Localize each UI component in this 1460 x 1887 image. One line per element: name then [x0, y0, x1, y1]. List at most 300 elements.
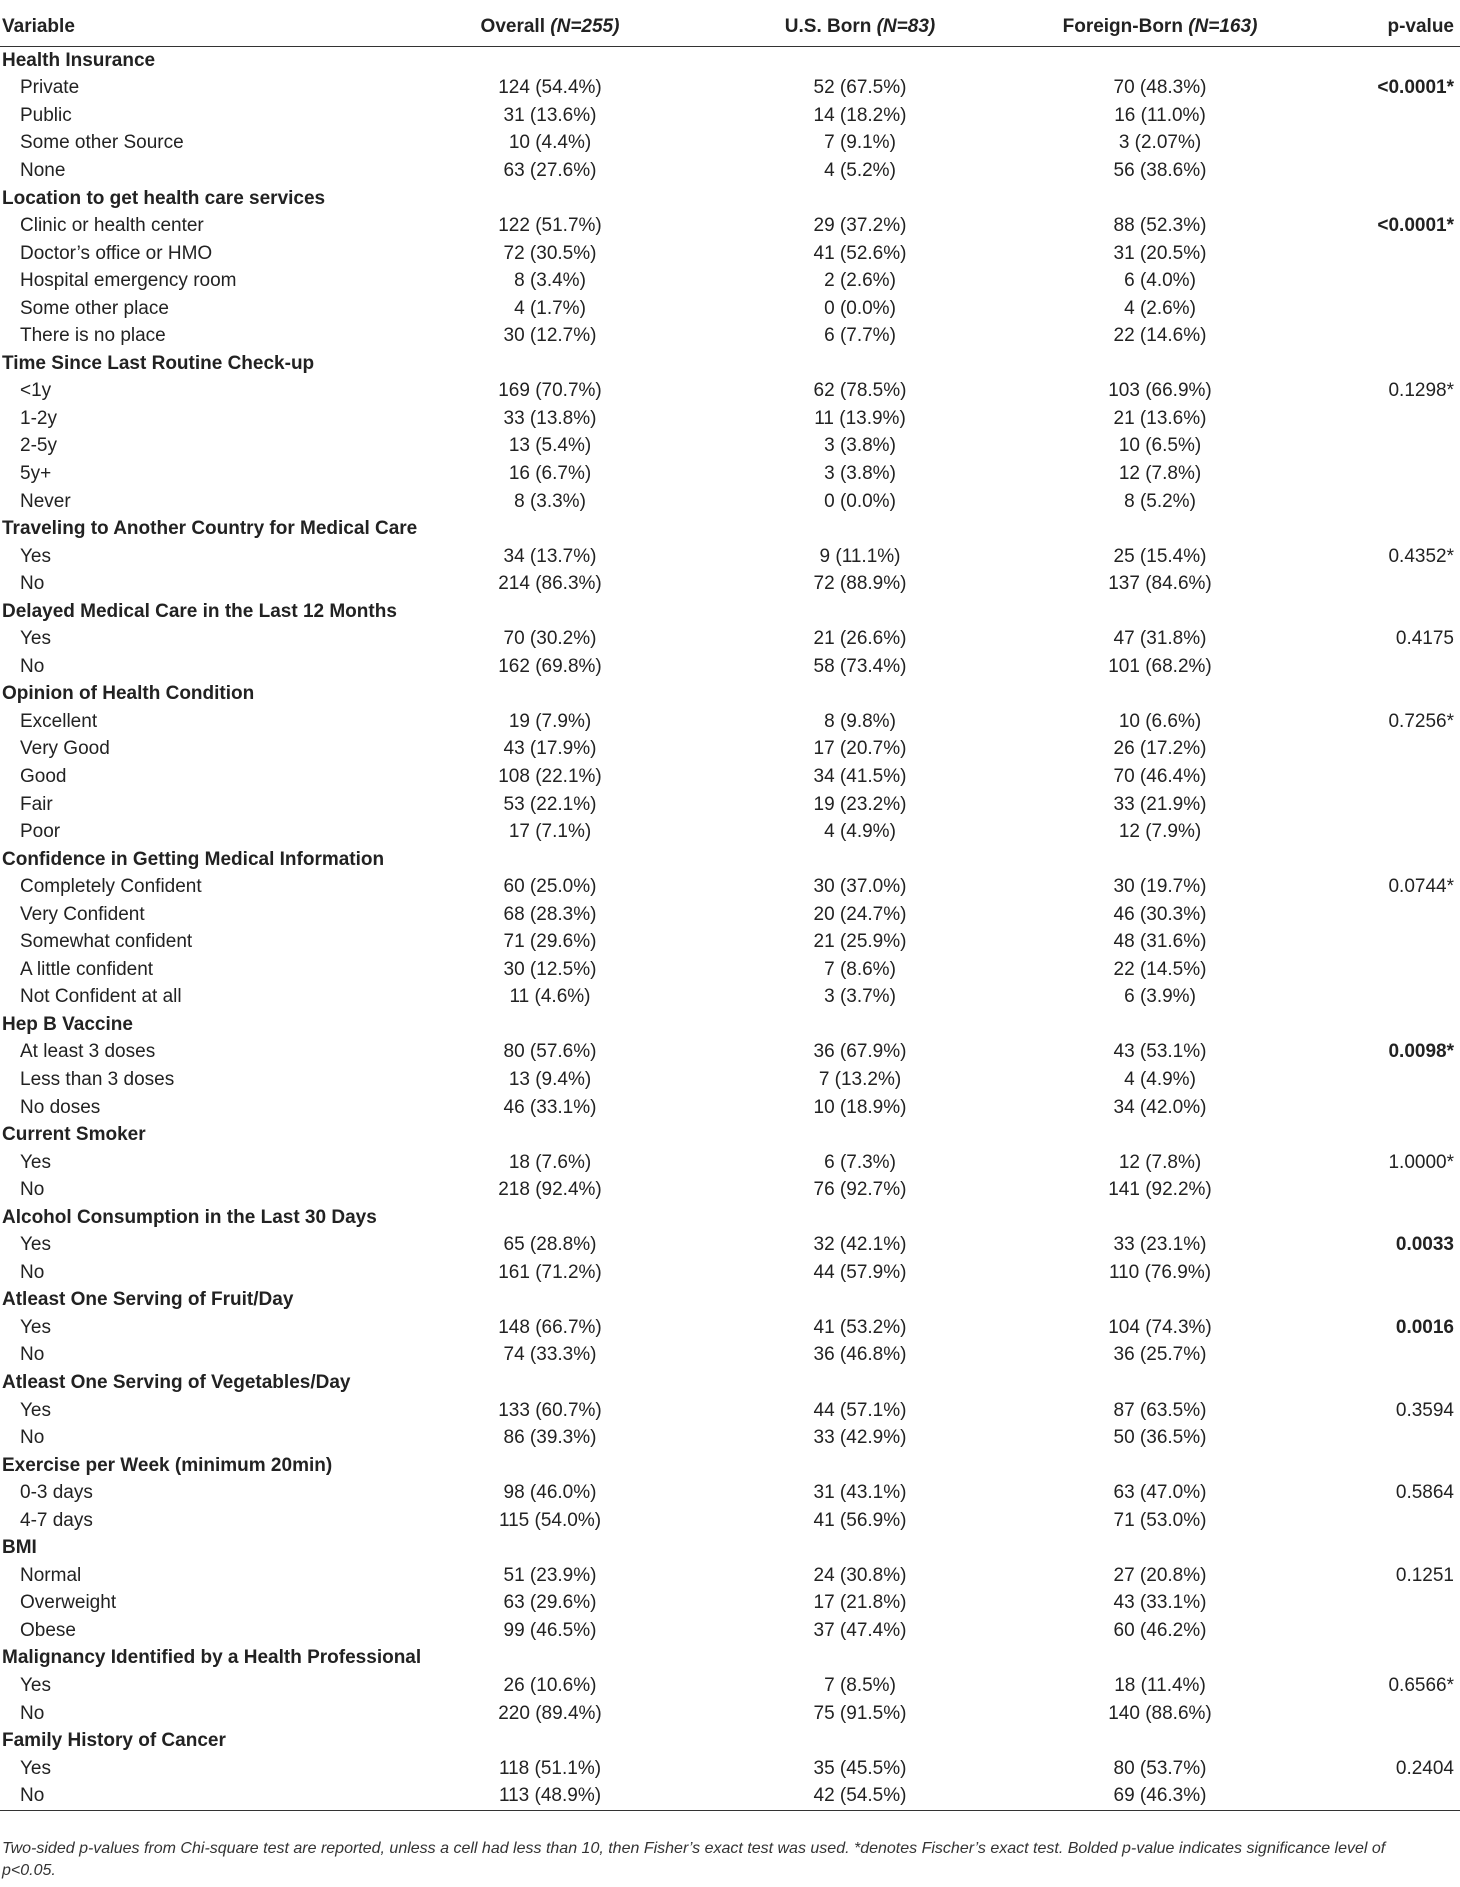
p-value-cell	[1305, 1590, 1460, 1618]
section-row	[0, 1645, 1460, 1673]
section-row	[0, 1369, 1460, 1397]
empty-cell	[705, 1727, 1015, 1755]
overall-cell: 34 (13.7%)	[503, 545, 597, 567]
table-row	[0, 1755, 1460, 1783]
p-value-cell	[1305, 653, 1460, 681]
overall-cell: 71 (29.6%)	[503, 931, 597, 953]
overall-cell: 108 (22.1%)	[498, 765, 602, 787]
foreign-born-cell: 87 (63.5%)	[1113, 1399, 1207, 1421]
overall-cell: 161 (71.2%)	[498, 1261, 602, 1283]
empty-cell	[395, 1727, 705, 1755]
table-row	[0, 1314, 1460, 1342]
overall-cell: 72 (30.5%)	[503, 242, 597, 264]
us-born-cell: 3 (3.8%)	[824, 462, 896, 484]
overall-cell: 133 (60.7%)	[498, 1399, 602, 1421]
empty-cell	[1015, 515, 1305, 543]
header-us-born-label: U.S. Born	[784, 16, 872, 37]
p-value-cell	[1305, 1424, 1460, 1452]
section-title: Opinion of Health Condition	[2, 683, 255, 705]
us-born-cell: 34 (41.5%)	[813, 765, 907, 787]
us-born-cell: 52 (67.5%)	[813, 77, 907, 99]
p-value-cell	[1305, 1066, 1460, 1094]
us-born-cell: 9 (11.1%)	[819, 545, 901, 567]
foreign-born-cell: 12 (7.8%)	[1118, 1151, 1202, 1173]
table-row	[0, 1176, 1460, 1204]
section-row	[0, 1121, 1460, 1149]
row-label: <1y	[20, 380, 52, 402]
foreign-born-cell: 48 (31.6%)	[1113, 931, 1207, 953]
section-row	[0, 1011, 1460, 1039]
foreign-born-cell: 60 (46.2%)	[1113, 1619, 1207, 1641]
row-label: Some other place	[20, 297, 169, 319]
table-row	[0, 1066, 1460, 1094]
empty-cell	[1305, 681, 1460, 709]
table-row	[0, 543, 1460, 571]
us-born-cell: 41 (56.9%)	[813, 1509, 907, 1531]
table-row	[0, 433, 1460, 461]
foreign-born-cell: 12 (7.9%)	[1118, 821, 1202, 843]
empty-cell	[1305, 598, 1460, 626]
header-row	[0, 8, 1460, 47]
row-label: A little confident	[20, 958, 154, 980]
us-born-cell: 10 (18.9%)	[813, 1096, 907, 1118]
empty-cell	[705, 515, 1015, 543]
empty-cell	[1015, 1287, 1305, 1315]
row-label: Yes	[20, 1399, 51, 1421]
header-foreign-born	[1015, 8, 1305, 47]
us-born-cell: 3 (3.8%)	[824, 435, 896, 457]
overall-cell: 70 (30.2%)	[503, 628, 597, 650]
table-row	[0, 791, 1460, 819]
table-row	[0, 929, 1460, 957]
overall-cell: 43 (17.9%)	[503, 738, 597, 760]
foreign-born-cell: 16 (11.0%)	[1114, 104, 1206, 126]
p-value-cell: <0.0001*	[1377, 215, 1454, 237]
overall-cell: 162 (69.8%)	[498, 655, 602, 677]
p-value-cell: 0.6566*	[1388, 1675, 1454, 1697]
us-born-cell: 41 (52.6%)	[813, 242, 907, 264]
section-row	[0, 846, 1460, 874]
p-value-cell	[1305, 570, 1460, 598]
empty-cell	[705, 1645, 1015, 1673]
overall-cell: 122 (51.7%)	[498, 215, 602, 237]
table-row	[0, 1094, 1460, 1122]
table-row	[0, 1507, 1460, 1535]
us-born-cell: 20 (24.7%)	[813, 903, 907, 925]
section-title: Family History of Cancer	[2, 1730, 226, 1752]
us-born-cell: 44 (57.9%)	[813, 1261, 907, 1283]
p-value-cell	[1305, 460, 1460, 488]
table-row	[0, 570, 1460, 598]
overall-cell: 218 (92.4%)	[498, 1179, 602, 1201]
row-label: None	[20, 159, 66, 181]
p-value-cell: 0.4175	[1395, 628, 1454, 650]
row-label: Less than 3 doses	[20, 1069, 175, 1090]
p-value-cell	[1305, 267, 1460, 295]
overall-cell: 74 (33.3%)	[503, 1344, 597, 1366]
p-value-cell	[1305, 818, 1460, 846]
foreign-born-cell: 8 (5.2%)	[1124, 490, 1196, 512]
p-value-cell	[1305, 763, 1460, 791]
row-label: Yes	[20, 545, 51, 567]
overall-cell: 18 (7.6%)	[508, 1151, 592, 1173]
overall-cell: 30 (12.7%)	[503, 325, 597, 347]
overall-cell: 17 (7.1%)	[508, 821, 592, 843]
foreign-born-cell: 6 (3.9%)	[1124, 986, 1196, 1008]
overall-cell: 46 (33.1%)	[503, 1096, 597, 1118]
foreign-born-cell: 25 (15.4%)	[1113, 545, 1207, 567]
p-value-cell	[1305, 1617, 1460, 1645]
p-value-cell: 0.1298*	[1388, 380, 1454, 402]
p-value-cell	[1305, 157, 1460, 185]
overall-cell: 19 (7.9%)	[508, 710, 592, 732]
empty-cell	[705, 681, 1015, 709]
section-title: Atleast One Serving of Fruit/Day	[2, 1289, 294, 1311]
row-label: Public	[20, 104, 72, 126]
us-born-cell: 4 (4.9%)	[824, 821, 896, 843]
row-label: Yes	[20, 628, 51, 650]
overall-cell: 169 (70.7%)	[498, 380, 602, 402]
foreign-born-cell: 140 (88.6%)	[1108, 1702, 1212, 1724]
row-label: 5y+	[20, 462, 52, 484]
empty-cell	[705, 47, 1015, 75]
empty-cell	[395, 1011, 705, 1039]
foreign-born-cell: 10 (6.6%)	[1118, 710, 1202, 732]
section-title: Atleast One Serving of Vegetables/Day	[2, 1372, 351, 1394]
row-label: Doctor’s office or HMO	[20, 242, 213, 264]
us-born-cell: 33 (42.9%)	[813, 1427, 907, 1449]
row-label: No	[20, 1427, 45, 1449]
table-row	[0, 1342, 1460, 1370]
section-title: Hep B Vaccine	[2, 1013, 133, 1035]
overall-cell: 8 (3.4%)	[514, 270, 586, 292]
row-label: No	[20, 1179, 45, 1201]
us-born-cell: 7 (8.5%)	[824, 1675, 896, 1697]
section-row	[0, 350, 1460, 378]
foreign-born-cell: 33 (21.9%)	[1113, 793, 1207, 815]
foreign-born-cell: 6 (4.0%)	[1124, 270, 1196, 292]
empty-cell	[1305, 1121, 1460, 1149]
p-value-cell: 0.0016	[1395, 1316, 1454, 1338]
foreign-born-cell: 3 (2.07%)	[1118, 132, 1202, 154]
row-label: Excellent	[20, 710, 98, 732]
overall-cell: 63 (29.6%)	[503, 1592, 597, 1614]
us-born-cell: 35 (45.5%)	[813, 1757, 907, 1779]
table-row	[0, 956, 1460, 984]
row-label: At least 3 doses	[20, 1041, 156, 1063]
empty-cell	[705, 1011, 1015, 1039]
table-row	[0, 1149, 1460, 1177]
p-value-cell	[1305, 984, 1460, 1012]
section-title: Traveling to Another Country for Medical Care	[2, 518, 418, 540]
us-born-cell: 76 (92.7%)	[813, 1179, 907, 1201]
p-value-cell: 1.0000*	[1388, 1151, 1454, 1173]
section-row	[0, 598, 1460, 626]
row-label: Yes	[20, 1757, 51, 1779]
table-row	[0, 378, 1460, 406]
header-variable: Variable	[2, 16, 75, 37]
empty-cell	[1015, 598, 1305, 626]
overall-cell: 68 (28.3%)	[503, 903, 597, 925]
empty-cell	[395, 598, 705, 626]
header-overall-label: Overall	[480, 16, 545, 37]
empty-cell	[395, 1121, 705, 1149]
section-title: Exercise per Week (minimum 20min)	[2, 1454, 333, 1476]
empty-cell	[1015, 350, 1305, 378]
p-value-cell	[1305, 1176, 1460, 1204]
section-row	[0, 515, 1460, 543]
foreign-born-cell: 103 (66.9%)	[1108, 380, 1212, 402]
row-label: Somewhat confident	[20, 931, 193, 953]
table-row	[0, 1259, 1460, 1287]
foreign-born-cell: 46 (30.3%)	[1113, 903, 1207, 925]
overall-cell: 26 (10.6%)	[503, 1675, 597, 1697]
foreign-born-cell: 33 (23.1%)	[1113, 1234, 1207, 1256]
p-value-cell	[1305, 901, 1460, 929]
empty-cell	[705, 1287, 1015, 1315]
row-label: Yes	[20, 1675, 51, 1697]
table-row	[0, 984, 1460, 1012]
us-born-cell: 36 (46.8%)	[813, 1344, 907, 1366]
table-row	[0, 405, 1460, 433]
p-value-cell: 0.3594	[1395, 1399, 1454, 1421]
section-row	[0, 681, 1460, 709]
overall-cell: 53 (22.1%)	[503, 793, 597, 815]
table-row	[0, 1424, 1460, 1452]
us-born-cell: 72 (88.9%)	[813, 573, 907, 595]
table-row	[0, 267, 1460, 295]
foreign-born-cell: 104 (74.3%)	[1108, 1316, 1212, 1338]
p-value-cell	[1305, 1259, 1460, 1287]
row-label: There is no place	[20, 325, 166, 347]
section-title: Health Insurance	[2, 49, 156, 71]
row-label: Clinic or health center	[20, 215, 204, 237]
us-born-cell: 30 (37.0%)	[813, 876, 907, 898]
empty-cell	[1305, 47, 1460, 75]
us-born-cell: 4 (5.2%)	[824, 159, 896, 181]
foreign-born-cell: 27 (20.8%)	[1113, 1564, 1207, 1586]
empty-cell	[1015, 1121, 1305, 1149]
us-born-cell: 6 (7.3%)	[824, 1151, 896, 1173]
empty-cell	[1305, 1369, 1460, 1397]
overall-cell: 220 (89.4%)	[498, 1702, 602, 1724]
us-born-cell: 3 (3.7%)	[824, 986, 896, 1008]
empty-cell	[1015, 1452, 1305, 1480]
empty-cell	[705, 598, 1015, 626]
empty-cell	[395, 1645, 705, 1673]
overall-cell: 63 (27.6%)	[503, 159, 597, 181]
us-born-cell: 58 (73.4%)	[813, 655, 907, 677]
overall-cell: 60 (25.0%)	[503, 876, 597, 898]
row-label: Normal	[20, 1564, 82, 1586]
empty-cell	[705, 185, 1015, 213]
overall-cell: 31 (13.6%)	[503, 104, 597, 126]
empty-cell	[395, 350, 705, 378]
us-born-cell: 7 (8.6%)	[824, 958, 896, 980]
p-value-cell	[1305, 791, 1460, 819]
p-value-cell	[1305, 295, 1460, 323]
table-row	[0, 625, 1460, 653]
us-born-cell: 31 (43.1%)	[813, 1482, 907, 1504]
header-us-born	[705, 8, 1015, 47]
table-row	[0, 295, 1460, 323]
foreign-born-cell: 80 (53.7%)	[1113, 1757, 1207, 1779]
foreign-born-cell: 30 (19.7%)	[1113, 876, 1207, 898]
foreign-born-cell: 47 (31.8%)	[1113, 628, 1207, 650]
foreign-born-cell: 34 (42.0%)	[1113, 1096, 1207, 1118]
empty-cell	[1305, 1287, 1460, 1315]
overall-cell: 16 (6.7%)	[508, 462, 592, 484]
section-title: Current Smoker	[2, 1124, 146, 1146]
empty-cell	[395, 515, 705, 543]
us-born-cell: 17 (20.7%)	[813, 738, 907, 760]
p-value-cell	[1305, 1094, 1460, 1122]
row-label: No	[20, 573, 45, 595]
overall-cell: 10 (4.4%)	[508, 132, 592, 154]
empty-cell	[395, 846, 705, 874]
empty-cell	[1305, 1727, 1460, 1755]
us-born-cell: 19 (23.2%)	[813, 793, 907, 815]
us-born-cell: 7 (13.2%)	[818, 1069, 902, 1090]
foreign-born-cell: 31 (20.5%)	[1113, 242, 1207, 264]
foreign-born-cell: 141 (92.2%)	[1108, 1179, 1212, 1201]
table-row	[0, 460, 1460, 488]
overall-cell: 98 (46.0%)	[503, 1482, 597, 1504]
overall-cell: 8 (3.3%)	[514, 490, 586, 512]
row-label: Obese	[20, 1619, 76, 1641]
row-label: No	[20, 655, 45, 677]
table-row	[0, 1232, 1460, 1260]
overall-cell: 4 (1.7%)	[514, 297, 586, 319]
us-born-cell: 36 (67.9%)	[813, 1041, 907, 1063]
us-born-cell: 21 (25.9%)	[813, 931, 907, 953]
empty-cell	[395, 185, 705, 213]
row-label: 0-3 days	[20, 1482, 93, 1504]
foreign-born-cell: 110 (76.9%)	[1108, 1261, 1212, 1283]
us-born-cell: 75 (91.5%)	[813, 1702, 907, 1724]
section-title: Malignancy Identified by a Health Professional	[2, 1647, 422, 1669]
table-row	[0, 488, 1460, 516]
p-value-cell	[1305, 1507, 1460, 1535]
table-row	[0, 1672, 1460, 1700]
p-value-cell: 0.7256*	[1388, 710, 1454, 732]
table-row	[0, 763, 1460, 791]
header-overall-n: (N=255)	[550, 16, 620, 37]
section-title: Delayed Medical Care in the Last 12 Months	[2, 600, 397, 622]
row-label: Completely Confident	[20, 876, 202, 898]
us-born-cell: 29 (37.2%)	[813, 215, 907, 237]
table-row	[0, 1479, 1460, 1507]
p-value-cell: 0.5864	[1395, 1482, 1454, 1504]
section-title: Confidence in Getting Medical Information	[2, 848, 385, 870]
section-row	[0, 185, 1460, 213]
row-label: Fair	[20, 793, 53, 815]
foreign-born-cell: 43 (33.1%)	[1113, 1592, 1207, 1614]
us-born-cell: 6 (7.7%)	[824, 325, 896, 347]
empty-cell	[1305, 350, 1460, 378]
foreign-born-cell: 101 (68.2%)	[1108, 655, 1212, 677]
p-value-cell: 0.0033	[1395, 1234, 1454, 1256]
row-label: Yes	[20, 1316, 51, 1338]
row-label: No doses	[20, 1096, 101, 1118]
p-value-cell: 0.4352*	[1388, 545, 1454, 567]
section-row	[0, 1204, 1460, 1232]
us-born-cell: 44 (57.1%)	[813, 1399, 907, 1421]
header-overall	[395, 8, 705, 47]
overall-cell: 13 (9.4%)	[508, 1069, 592, 1090]
us-born-cell: 32 (42.1%)	[813, 1234, 907, 1256]
row-label: Very Good	[20, 738, 110, 760]
table-row	[0, 1700, 1460, 1728]
us-born-cell: 2 (2.6%)	[824, 270, 896, 292]
empty-cell	[1015, 1369, 1305, 1397]
table-row	[0, 212, 1460, 240]
row-label: Overweight	[20, 1592, 117, 1614]
foreign-born-cell: 26 (17.2%)	[1113, 738, 1207, 760]
us-born-cell: 37 (47.4%)	[813, 1619, 907, 1641]
overall-cell: 99 (46.5%)	[503, 1619, 597, 1641]
section-row	[0, 1727, 1460, 1755]
empty-cell	[1305, 515, 1460, 543]
table-row	[0, 653, 1460, 681]
table-body	[0, 47, 1460, 1811]
p-value-cell	[1305, 929, 1460, 957]
p-value-cell	[1305, 1782, 1460, 1810]
us-born-cell: 11 (13.9%)	[814, 407, 906, 429]
section-row	[0, 1287, 1460, 1315]
p-value-cell	[1305, 240, 1460, 268]
empty-cell	[1305, 1011, 1460, 1039]
empty-cell	[705, 846, 1015, 874]
overall-cell: 13 (5.4%)	[508, 435, 592, 457]
table-row	[0, 1617, 1460, 1645]
row-label: No	[20, 1702, 45, 1724]
row-label: No	[20, 1261, 45, 1283]
us-born-cell: 62 (78.5%)	[813, 380, 907, 402]
empty-cell	[1015, 846, 1305, 874]
foreign-born-cell: 18 (11.4%)	[1114, 1675, 1206, 1697]
us-born-cell: 42 (54.5%)	[705, 1782, 1015, 1810]
empty-cell	[705, 1452, 1015, 1480]
row-label: Good	[20, 765, 67, 787]
table-row	[0, 873, 1460, 901]
empty-cell	[1015, 1204, 1305, 1232]
p-value-cell: 0.0098*	[1388, 1041, 1454, 1063]
foreign-born-cell: 63 (47.0%)	[1113, 1482, 1207, 1504]
row-label: Not Confident at all	[20, 986, 182, 1008]
empty-cell	[705, 1121, 1015, 1149]
section-title: Location to get health care services	[2, 187, 326, 209]
row-label: Yes	[20, 1151, 51, 1173]
table-row	[0, 157, 1460, 185]
row-label: Very Confident	[20, 903, 145, 925]
overall-cell: 11 (4.6%)	[509, 986, 591, 1008]
table-row	[0, 736, 1460, 764]
p-value-cell	[1305, 1342, 1460, 1370]
table-row	[0, 322, 1460, 350]
overall-cell: 86 (39.3%)	[503, 1427, 597, 1449]
empty-cell	[395, 47, 705, 75]
p-value-cell: 0.0744*	[1388, 876, 1454, 898]
empty-cell	[395, 1535, 705, 1563]
foreign-born-cell: 137 (84.6%)	[1108, 573, 1212, 595]
foreign-born-cell: 10 (6.5%)	[1118, 435, 1202, 457]
foreign-born-cell: 70 (48.3%)	[1113, 77, 1207, 99]
p-value-cell	[1305, 433, 1460, 461]
table-row	[0, 901, 1460, 929]
us-born-cell: 41 (53.2%)	[813, 1316, 907, 1338]
foreign-born-cell: 69 (46.3%)	[1015, 1782, 1305, 1810]
